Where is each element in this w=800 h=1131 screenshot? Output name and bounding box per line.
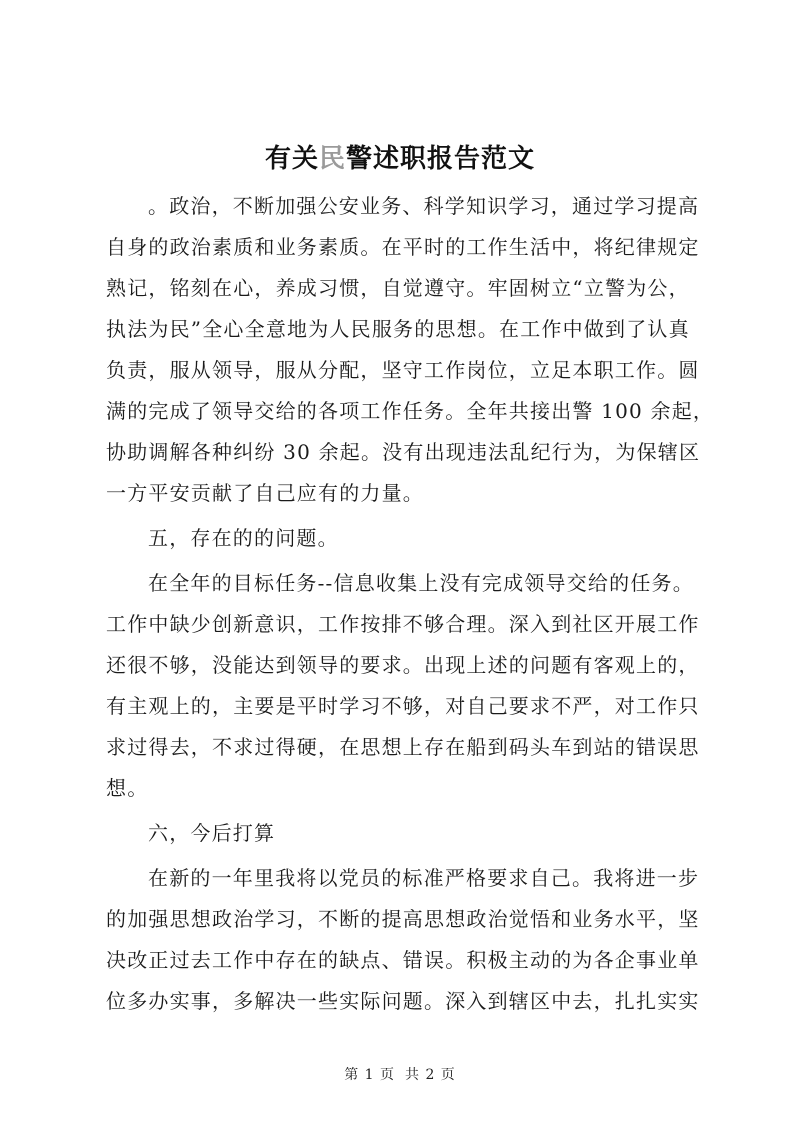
page-footer xyxy=(0,1064,800,1084)
title-part-1: 有关 xyxy=(264,144,319,174)
body-line: 位多办实事，多解决一些实际问题。深入到辖区中去，扎扎实实 xyxy=(106,989,700,1013)
title-highlight-char: 民 xyxy=(318,144,346,174)
body-line: 一方平安贡献了自己应有的力量。 xyxy=(106,481,424,505)
body-line: 负责，服从领导，服从分配，坚守工作岗位，立足本职工作。圆 xyxy=(106,358,700,382)
body-line: 决改正过去工作中存在的缺点、错误。积极主动的为各企事业单 xyxy=(106,948,700,972)
section-heading: 六，今后打算 xyxy=(148,821,276,845)
title-part-2: 警述职报告范文 xyxy=(346,144,536,174)
body-line: 在全年的目标任务--信息收集上没有完成领导交给的任务。 xyxy=(148,571,694,595)
body-line: 自身的政治素质和业务素质。在平时的工作生活中，将纪律规定 xyxy=(106,235,700,259)
section-heading: 五，存在的的问题。 xyxy=(148,526,339,550)
body-line: 的加强思想政治学习，不断的提高思想政治觉悟和业务水平，坚 xyxy=(106,907,700,931)
page-number: 第 1 页 xyxy=(344,1067,395,1083)
page-total: 共 2 页 xyxy=(405,1067,456,1083)
body-line: 有主观上的，主要是平时学习不够，对自己要求不严，对工作只 xyxy=(106,694,700,718)
body-line: 执法为民”全心全意地为人民服务的思想。在工作中做到了认真 xyxy=(106,317,690,341)
body-line: 求过得去，不求过得硬，在思想上存在船到码头车到站的错误思 xyxy=(106,735,700,759)
body-line: 还很不够，没能达到领导的要求。出现上述的问题有客观上的， xyxy=(106,653,700,677)
body-line: 。政治，不断加强公安业务、科学知识学习，通过学习提高 xyxy=(148,194,700,218)
document-title xyxy=(0,138,800,175)
body-line: 协助调解各种纠纷 30 余起。没有出现违法乱纪行为，为保辖区 xyxy=(106,440,701,464)
body-line: 熟记，铭刻在心，养成习惯，自觉遵守。牢固树立“立警为公， xyxy=(106,276,690,300)
body-line: 工作中缺少创新意识，工作按排不够合理。深入到社区开展工作 xyxy=(106,612,700,636)
body-line: 满的完成了领导交给的各项工作任务。全年共接出警 100 余起， xyxy=(106,399,715,423)
body-line: 在新的一年里我将以党员的标准严格要求自己。我将进一步 xyxy=(148,866,700,890)
body-line: 想。 xyxy=(106,776,149,800)
document-body xyxy=(106,186,716,1022)
